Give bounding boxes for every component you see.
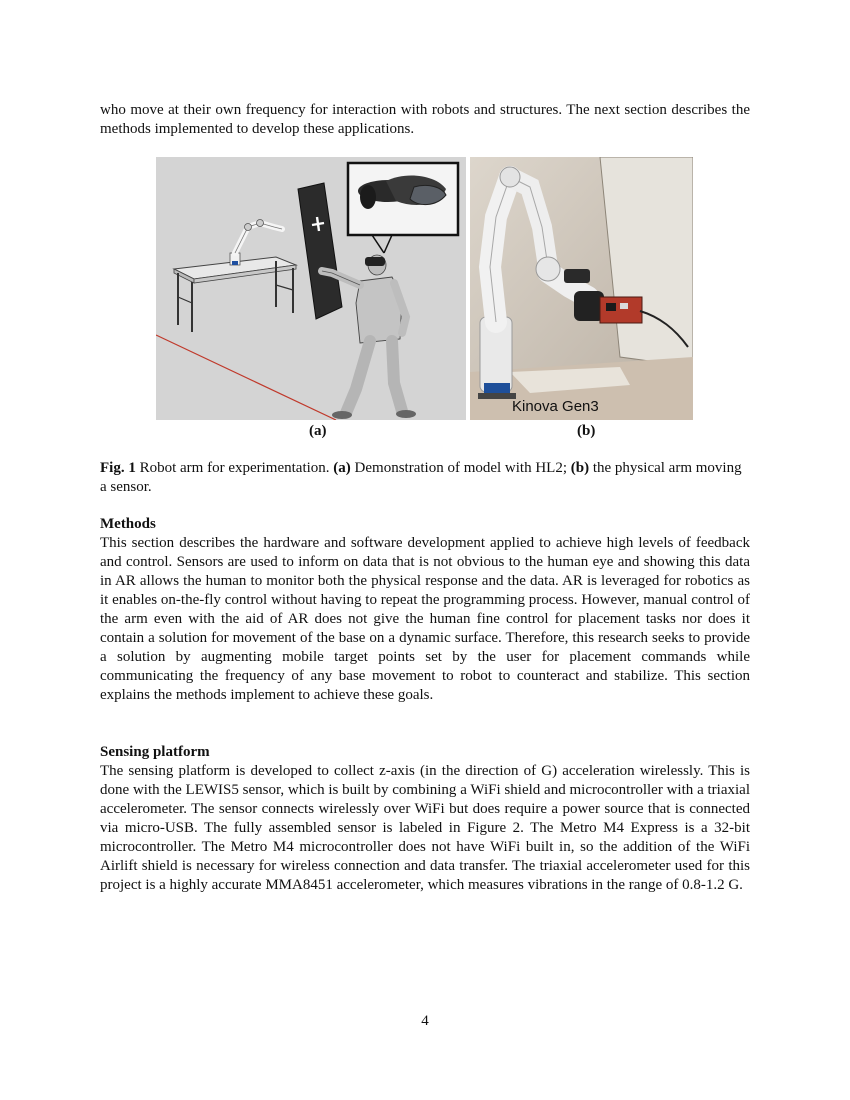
- panel-b-label: (b): [577, 423, 596, 439]
- caption-panel-a-ref: (a): [333, 460, 351, 476]
- caption-text-3: the physical arm moving a sensor.: [100, 460, 742, 495]
- methods-section: [100, 515, 750, 705]
- panel-a-label: (a): [309, 423, 327, 439]
- caption-panel-b-ref: (b): [570, 460, 590, 476]
- figure-panel-b-photo: [470, 157, 693, 420]
- figure-1: [156, 157, 693, 420]
- caption-text-1: Robot arm for experimentation.: [135, 460, 334, 476]
- panel-b-overlay-label: Kinova Gen3: [512, 398, 599, 415]
- caption-fig-number: Fig. 1: [100, 460, 136, 476]
- caption-text-2: Demonstration of model with HL2;: [350, 460, 571, 476]
- hl2-demonstration-illustration: [156, 157, 466, 420]
- sensing-platform-body: The sensing platform is developed to collect z-axis (in the direction of G) acceleration wirelessly. This is done with the LEWIS5 sensor, which is built by combining a WiFi shield and microcontroller with a triaxial accelerometer. The sensor connects wirelessly over WiFi but does require a power source that is connected via micro-USB. The fully assembled sensor is labeled in Figure 2. The Metro M4 Express is a 32-bit microcontroller. The Metro M4 microcontroller does not have WiFi built in, so the addition of the WiFi Airlift shield is necessary for wireless connection and data transfer. The triaxial accelerometer used for this project is a highly accurate MMA8451 accelerometer, which measures vibrations in the range of 0.8-1.2 G.: [100, 763, 750, 893]
- methods-heading: Methods: [100, 516, 156, 532]
- sensing-platform-section: [100, 743, 750, 895]
- methods-body: This section describes the hardware and software development applied to achieve high levels of feedback and control. Sensors are used to inform on data that is not obvious to the human eye and showing this data in AR allows the human to monitor both the physical response and the data. AR is leveraged for robotics as it enables on-the-fly control without having to repeat the programming process. However, manual control of the arm even with the aid of AR does not give the human fine control for placement tasks nor does it contain a solution for movement of the base on a dynamic surface. Therefore, this research seeks to provide a solution by augmenting mobile target points set by the user for placement commands while communicating the frequency of any base movement to robot to counteract and stabilize. This section explains the methods implement to achieve these goals.: [100, 535, 750, 703]
- figure-caption: [100, 459, 750, 497]
- figure-panel-a-illustration: [156, 157, 466, 420]
- sensing-platform-heading: Sensing platform: [100, 744, 210, 760]
- page-number: 4: [421, 1013, 429, 1029]
- intro-paragraph: who move at their own frequency for interaction with robots and structures. The next section describes the methods implemented to develop these applications.: [100, 102, 750, 137]
- kinova-arm-photo: [470, 157, 693, 420]
